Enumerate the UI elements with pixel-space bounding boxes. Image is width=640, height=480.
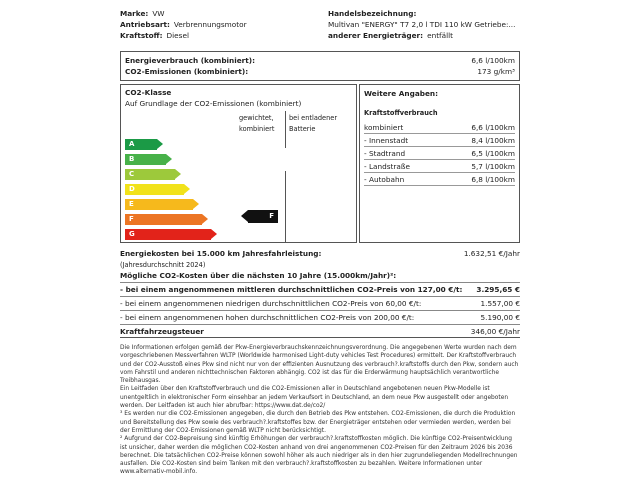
- weitere-sub: Kraftstoffverbrauch: [364, 109, 438, 117]
- weitere-row: [364, 160, 515, 173]
- jahresschnitt: (Jahresdurchschnitt 2024): [120, 261, 206, 269]
- co2-costs-title: Mögliche CO2-Kosten über die nächsten 10 Jahre (15.000km/Jahr)²:: [120, 271, 397, 280]
- footer-p3: ³ Es werden nur die CO2-Emissionen angegeben, die durch den Betrieb des Pkw entstehen. CO2-Emissionen, die durch die Produktion und Bereitstellung des Pkw sowie des verbrauch?.kraftstoffes bzw. der Energieträger entstehen oder vermieden werden, werden bei der Ermittlung der CO2-Emissionen gemäß WLTP nicht berücksichtigt.: [120, 411, 516, 434]
- energie-label: Energiekosten bei 15.000 km Jahresfahrleistung:: [120, 249, 322, 258]
- anderer-label: anderer Energieträger:: [328, 31, 424, 40]
- class-arrow-a: [125, 139, 157, 150]
- header-left: [120, 8, 320, 41]
- co2-value: 173 g/km³: [477, 67, 515, 76]
- weitere-row: [364, 173, 515, 186]
- weitere-row-label: - Landstraße: [364, 162, 410, 171]
- weitere-row: [364, 121, 515, 134]
- class-letter: A: [129, 140, 135, 148]
- weitere-row-value: 6,8 l/100km: [471, 175, 515, 184]
- anderer-value: entfällt: [427, 31, 454, 40]
- mittel-label: - bei einem angenommenen mittleren durchschnittlichen CO2-Preis von 127,00 €/t:: [120, 285, 463, 294]
- niedrig-label: - bei einem angenommenen niedrigen durchschnittlichen CO2-Preis von 60,00 €/t:: [120, 299, 422, 308]
- kraftstoff-value: Diesel: [166, 31, 189, 40]
- antrieb-value: Verbrennungsmotor: [173, 20, 247, 29]
- col-battery-header: bei entladener Batterie: [289, 114, 338, 133]
- steuer-label: Kraftfahrzeugsteuer: [120, 327, 204, 336]
- weitere-box: [359, 84, 520, 243]
- co2-class-subtitle: Auf Grundlage der CO2-Emissionen (kombiniert): [125, 99, 302, 108]
- footer-p4: ² Aufgrund der CO2-Bepreisung sind künftig Erhöhungen der verbrauch?.kraftstoffkosten möglich. Die künftige CO2-Preisentwicklung ist unsicher, daher werden die möglichen CO2-Kosten anhand von drei angenommenen CO2-Preisen für den Zeitraum 2026 bis 2036 berechnet. Die tatsächlichen CO2-Preise können sowohl höher als auch niedriger als in den hier zugrundeliegenden Modellrechnungen ausfallen. Die CO2-Kosten sind beim Tanken mit den verbrauch?.kraftstoffkosten zu bezahlen. Weitere Informationen unter www.alternativ-mobil.info.: [120, 436, 518, 476]
- weitere-row-value: 6,5 l/100km: [471, 149, 515, 158]
- hoch-label: - bei einem angenommenen hohen durchschnittlichen CO2-Preis von 200,00 €/t:: [120, 313, 415, 322]
- footer-p2: Ein Leitfaden über den Kraftstoffverbrauch und die CO2-Emissionen aller in Deutschland angebotenen neuen Pkw-Modelle ist unentgeltlich in elektronischer Form einsehbar an jedem Verkaufsort in Deutschland, an dem neue Pkw ausgestellt oder angeboten werden. Der Leitfaden ist auch hier abrufbar: https://www.dat.de/co2/: [120, 386, 509, 410]
- marke-value: VW: [152, 9, 165, 18]
- antrieb-label: Antriebsart:: [120, 20, 170, 29]
- class-arrow-g: [125, 229, 211, 240]
- steuer-value: 346,00 €/Jahr: [470, 327, 520, 336]
- class-arrow-f: [125, 214, 202, 225]
- co2-class-box: [120, 84, 357, 243]
- weitere-row-value: 8,4 l/100km: [471, 136, 515, 145]
- weitere-title: Weitere Angaben:: [364, 89, 439, 98]
- footer-notes: [120, 344, 520, 477]
- co2-class-title: CO2-Klasse: [125, 88, 172, 97]
- verbrauch-label: Energieverbrauch (kombiniert):: [125, 56, 256, 65]
- marke-label: Marke:: [120, 9, 149, 18]
- header-right: [328, 8, 528, 41]
- class-arrow-e: [125, 199, 193, 210]
- costs-section: [120, 248, 520, 337]
- weitere-row-label: - Stadtrand: [364, 149, 406, 158]
- weitere-row-label: - Autobahn: [364, 175, 405, 184]
- current-class-marker: [248, 210, 278, 223]
- verbrauch-value: 6,6 l/100km: [471, 56, 515, 65]
- footer-p1: Die Informationen erfolgen gemäß der Pkw-Energieverbrauchskennzeichnungsverordnung. Die angegebenen Werte wurden nach dem vorgeschriebenen Messverfahren WLTP (Worldwide harmonised Light-duty vehicles Test Procedures) ermittelt. Der Kraftstoffverbrauch und der CO2-Ausstoß eines Pkw sind nicht nur von der effizienten Ausnutzung des verbrauch?.kraftstoffs durch den Pkw, sondern auch vom Fahrstil und anderen nichttechnischen Faktoren abhängig. CO2 ist das für die Erderwärmung hauptsächlich verantwortliche Treibhausgas.: [120, 345, 519, 385]
- energie-value: 1.632,51 €/Jahr: [463, 249, 520, 258]
- col-weighted-header: gewichtet, kombiniert: [239, 114, 275, 133]
- class-letter: E: [129, 200, 134, 208]
- handel-label: Handelsbezeichnung:: [328, 9, 417, 18]
- class-arrow-b: [125, 154, 166, 165]
- weitere-row-label: kombiniert: [364, 123, 404, 132]
- class-arrow-c: [125, 169, 175, 180]
- weitere-row-value: 5,7 l/100km: [471, 162, 515, 171]
- class-letter: C: [129, 170, 135, 178]
- class-letter: D: [129, 185, 135, 193]
- weitere-row-value: 6,6 l/100km: [471, 123, 515, 132]
- hoch-value: 5.190,00 €: [480, 313, 520, 322]
- class-letter: F: [129, 215, 134, 223]
- weitere-row: [364, 147, 515, 160]
- co2-label: CO2-Emissionen (kombiniert):: [125, 67, 249, 76]
- weitere-row-label: - Innenstadt: [364, 136, 409, 145]
- weitere-rows: [364, 121, 515, 186]
- kraftstoff-label: Kraftstoff:: [120, 31, 163, 40]
- class-letter: B: [129, 155, 135, 163]
- mittel-value: 3.295,65 €: [476, 285, 520, 294]
- niedrig-value: 1.557,00 €: [480, 299, 520, 308]
- handel-value: Multivan "ENERGY" T7 2,0 l TDI 110 kW Getriebe:...: [328, 20, 516, 29]
- current-class-letter: F: [269, 212, 274, 220]
- class-letter: G: [129, 230, 135, 238]
- weitere-row: [364, 134, 515, 147]
- summary-box: [120, 51, 520, 81]
- class-arrow-d: [125, 184, 184, 195]
